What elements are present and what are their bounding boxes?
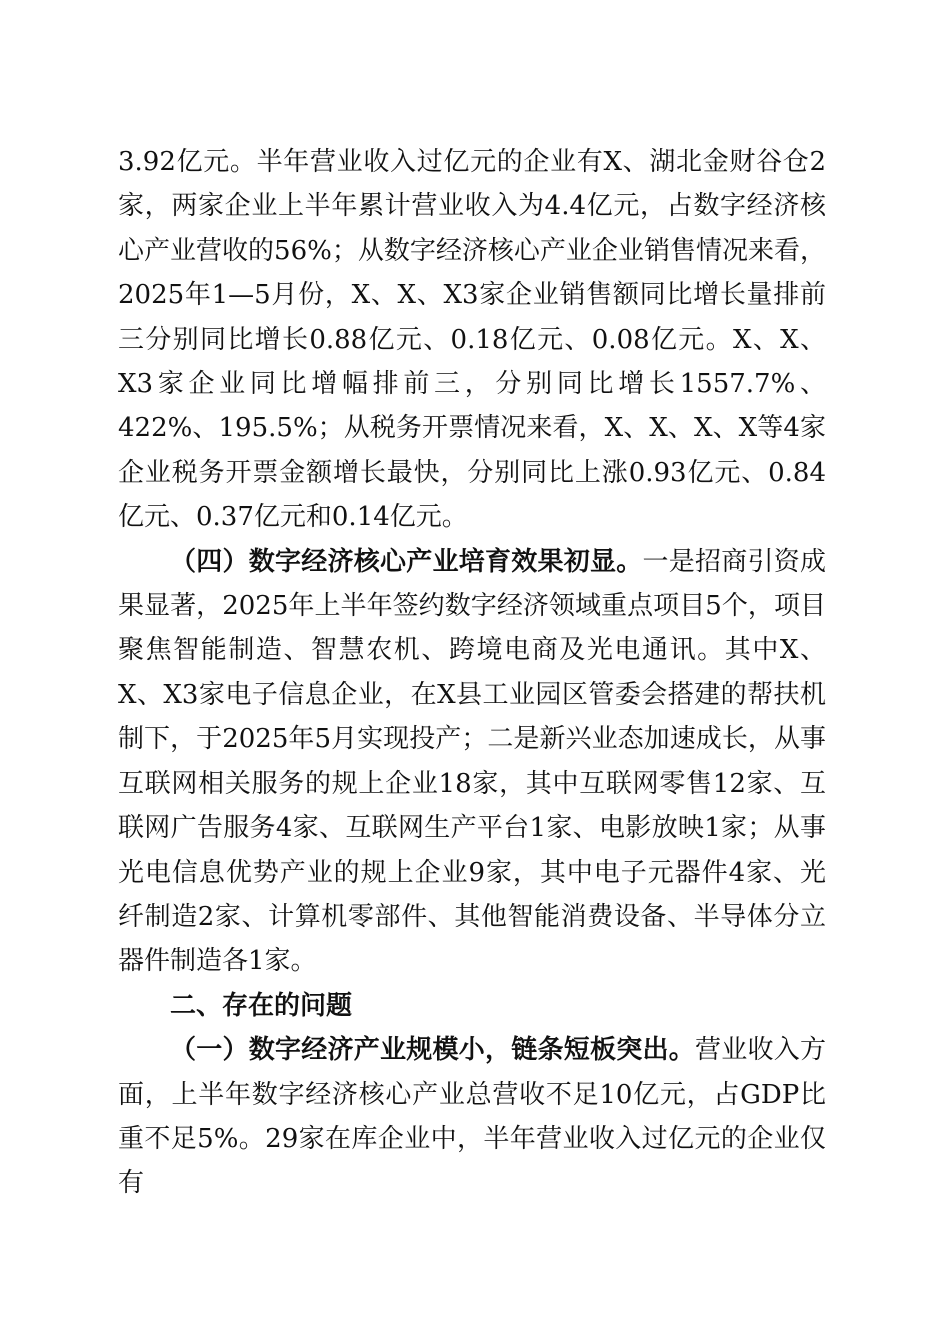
body-paragraph-1 xyxy=(118,140,826,540)
paragraph-2-lead: （四）数字经济核心产业培育效果初显。 xyxy=(170,546,643,577)
body-paragraph-3 xyxy=(118,1028,826,1206)
document-page xyxy=(118,140,826,1206)
paragraph-1-text: 3.92亿元。半年营业收入过亿元的企业有X、湖北金财谷仓2家，两家企业上半年累计营业收入为4.4亿元，占数字经济核心产业营收的56%；从数字经济核心产业企业销售情况来看，2025年1—5月份，X、X、X3家企业销售额同比增长量排前三分别同比增长0.88亿元、0.18亿元、0.08亿元。X、X、X3家企业同比增幅排前三，分别同比增长1557.7%、422%、195.5%；从税务开票情况来看，X、X、X、X等4家企业税务开票金额增长最快，分别同比上涨0.93亿元、0.84亿元、0.37亿元和0.14亿元。 xyxy=(118,147,826,533)
paragraph-3-lead: （一）数字经济产业规模小，链条短板突出。 xyxy=(170,1035,695,1066)
paragraph-3-text: 营业收入方面，上半年数字经济核心产业总营收不足10亿元，占GDP比重不足5%。29家在库企业中，半年营业收入过亿元的企业仅有 xyxy=(118,1035,826,1199)
paragraph-2-text: 一是招商引资成果显著，2025年上半年签约数字经济领域重点项目5个，项目聚焦智能制造、智慧农机、跨境电商及光电通讯。其中X、X、X3家电子信息企业，在X县工业园区管委会搭建的帮扶机制下，于2025年5月实现投产；二是新兴业态加速成长，从事互联网相关服务的规上企业18家，其中互联网零售12家、互联网广告服务4家、互联网生产平台1家、电影放映1家；从事光电信息优势产业的规上企业9家，其中电子元器件4家、光纤制造2家、计算机零部件、其他智能消费设备、半导体分立器件制造各1家。 xyxy=(118,546,826,977)
body-paragraph-2 xyxy=(118,540,826,984)
section-heading: 二、存在的问题 xyxy=(170,990,353,1021)
